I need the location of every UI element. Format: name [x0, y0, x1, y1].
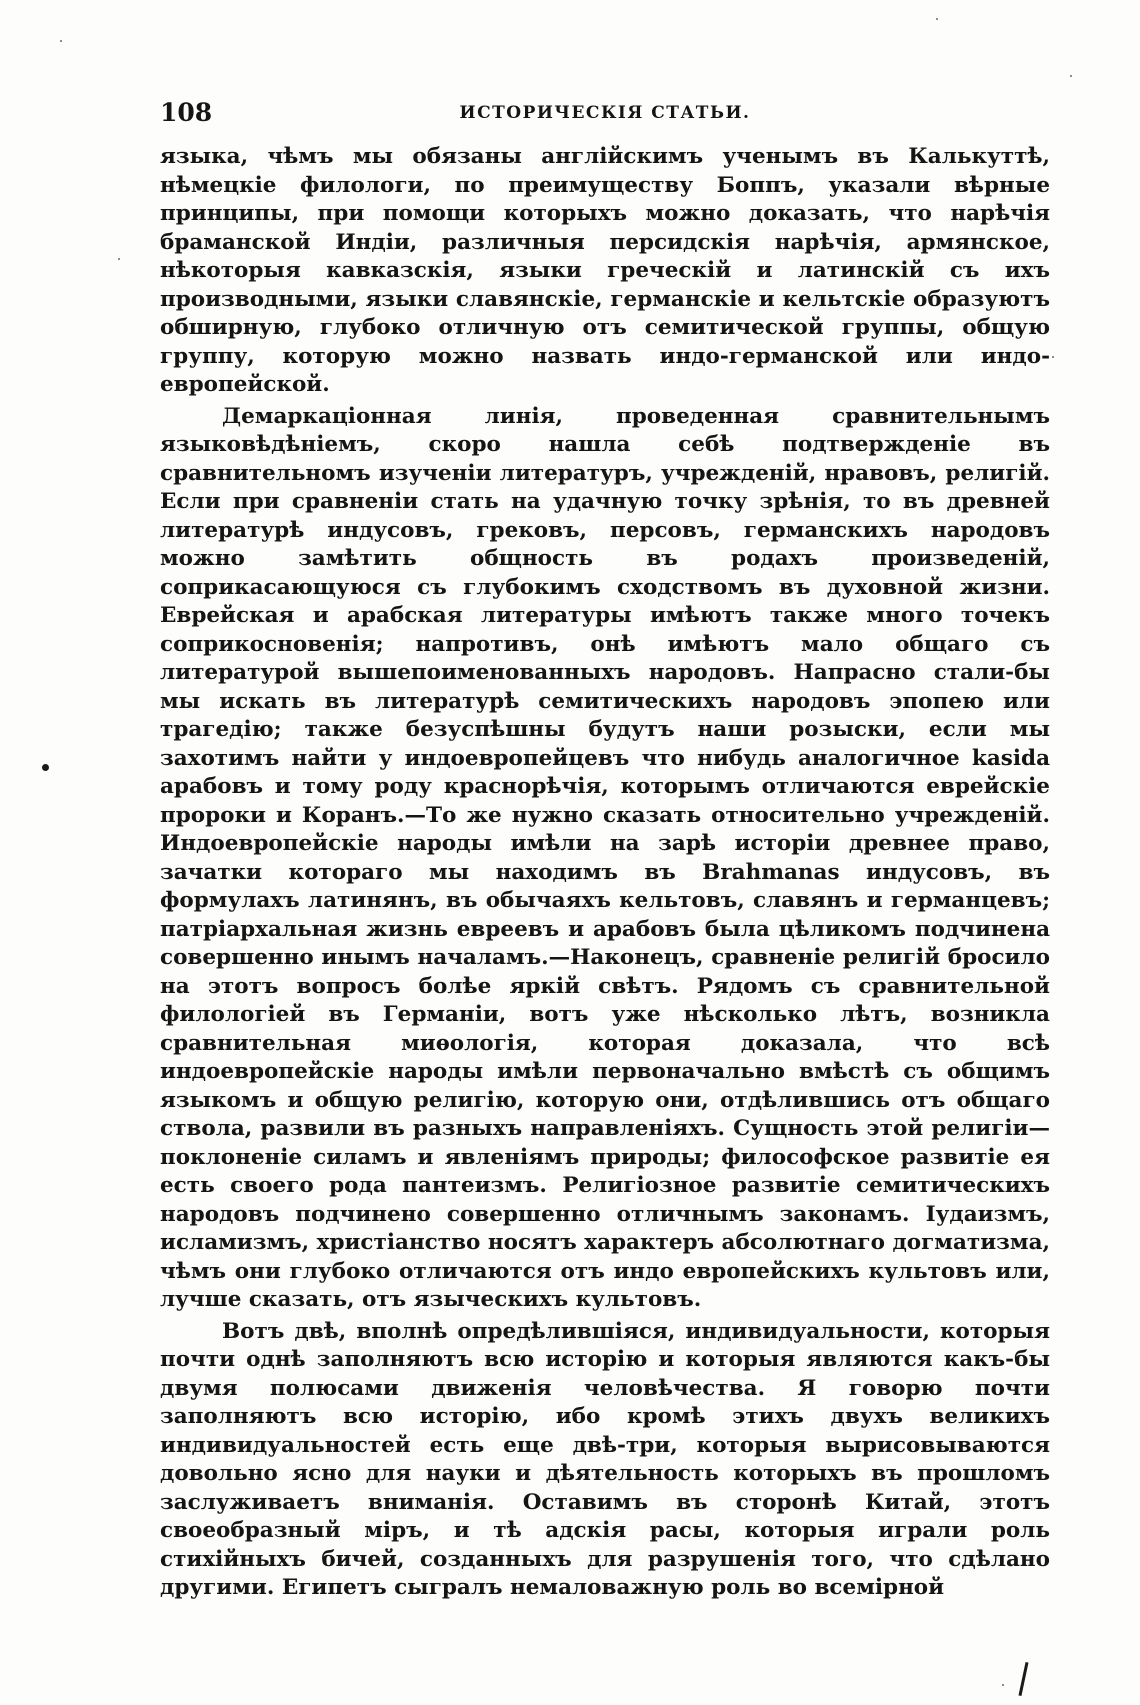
ink-speck [1070, 75, 1072, 77]
ink-speck [1002, 1684, 1004, 1686]
running-title: ИСТОРИЧЕСКIЯ СТАТЬИ. [459, 103, 751, 123]
page-number: 108 [160, 98, 213, 127]
running-head [160, 98, 1050, 128]
body-text [160, 143, 1050, 1603]
ink-speck [936, 18, 938, 20]
paragraph-demarcation: Демаркаціонная линія, проведенная сравнительнымъ языковѣдѣніемъ, скоро нашла себѣ подтвержденіе въ сравнительномъ изученіи литературъ, учрежденій, нравовъ, религій. Если при сравненіи стать на удачную точку зрѣнія, то въ древней литературѣ индусовъ, грековъ, персовъ, германскихъ народовъ можно замѣтить общность въ родахъ произведеній, соприкасающуюся съ глубокимъ сходствомъ въ духовной жизни. Еврейская и арабская литературы имѣютъ также много точекъ соприкосновенія; напротивъ, онѣ имѣютъ мало общаго съ литературой вышепоименованныхъ народовъ. Напрасно стали-бы мы искать въ литературѣ семитическихъ народовъ эпопею или трагедію; также безуспѣшны будутъ наши розыски, если мы захотимъ найти у индоевропейцевъ что нибудь аналогичное kasida арабовъ и тому роду краснорѣчія, которымъ отличаются еврейскіе пророки и Коранъ.—То же нужно сказать относительно учрежденій. Индоевропейскіе народы имѣли на зарѣ исторіи древнее право, зачатки котораго мы находимъ въ Brahmanas индусовъ, въ формулахъ латинянъ, въ обычаяхъ кельтовъ, славянъ и германцевъ; патріархальная жизнь евреевъ и арабовъ была цѣликомъ подчинена совершенно инымъ началамъ.—Наконецъ, сравненіе религій бросило на этотъ вопросъ болѣе яркій свѣтъ. Рядомъ съ сравнительной филологіей въ Германіи, вотъ уже нѣсколько лѣтъ, возникла сравнительная миѳологія, которая доказала, что всѣ индоевропейскіе народы имѣли первоначально вмѣстѣ съ общимъ языкомъ и общую религію, которую они, отдѣлившись отъ общаго ствола, развили въ разныхъ направленіяхъ. Сущность этой религіи—поклоненіе силамъ и явленіямъ природы; философское развитіе ея есть своего рода пантеизмъ. Религіозное развитіе семитическихъ народовъ подчинено совершенно отличнымъ законамъ. Іудаизмъ, исламизмъ, христіанство носятъ характеръ абсолютнаго догматизма, чѣмъ они глубоко отличаются отъ индо европейскихъ культовъ или, лучше сказать, отъ языческихъ культовъ. [160, 403, 1050, 1312]
ink-speck [118, 258, 120, 260]
ink-speck [1052, 356, 1054, 358]
paragraph-continuation: языка, чѣмъ мы обязаны англійскимъ ученымъ въ Калькуттѣ, нѣмецкіе филологи, по преимуществу Боппъ, указали вѣрные принципы, при помощи которыхъ можно доказать, что нарѣчія браманской Индіи, различныя персидскія нарѣчія, армянское, нѣкоторыя кавказскія, языки греческій и латинскій съ ихъ производными, языки славянскіе, германскіе и кельтскіе образуютъ обширную, глубоко отличную отъ семитической группы, общую группу, которую можно назвать индо-германской или индо-европейской. [160, 144, 1050, 397]
ink-dot-mark [42, 764, 49, 771]
ink-speck [60, 40, 62, 42]
paragraph-two-individualities: Вотъ двѣ, вполнѣ опредѣлившіяся, индивидуальности, которыя почти однѣ заполняютъ всю исторію и которыя являются какъ-бы двумя полюсами движенія человѣчества. Я говорю почти заполняютъ всю исторію, ибо кромѣ этихъ двухъ великихъ индивидуальностей есть еще двѣ-три, которыя вырисовываются довольно ясно для науки и дѣятельность которыхъ въ прошломъ заслуживаетъ вниманія. Оставимъ въ сторонѣ Китай, этотъ своеобразный міръ, и тѣ адскія расы, которыя играли роль стихійныхъ бичей, созданныхъ для разрушенія того, что сдѣлано другими. Египетъ сыгралъ немаловажную роль во всемірной [160, 1318, 1050, 1600]
pencil-stroke-mark [1018, 1662, 1028, 1696]
